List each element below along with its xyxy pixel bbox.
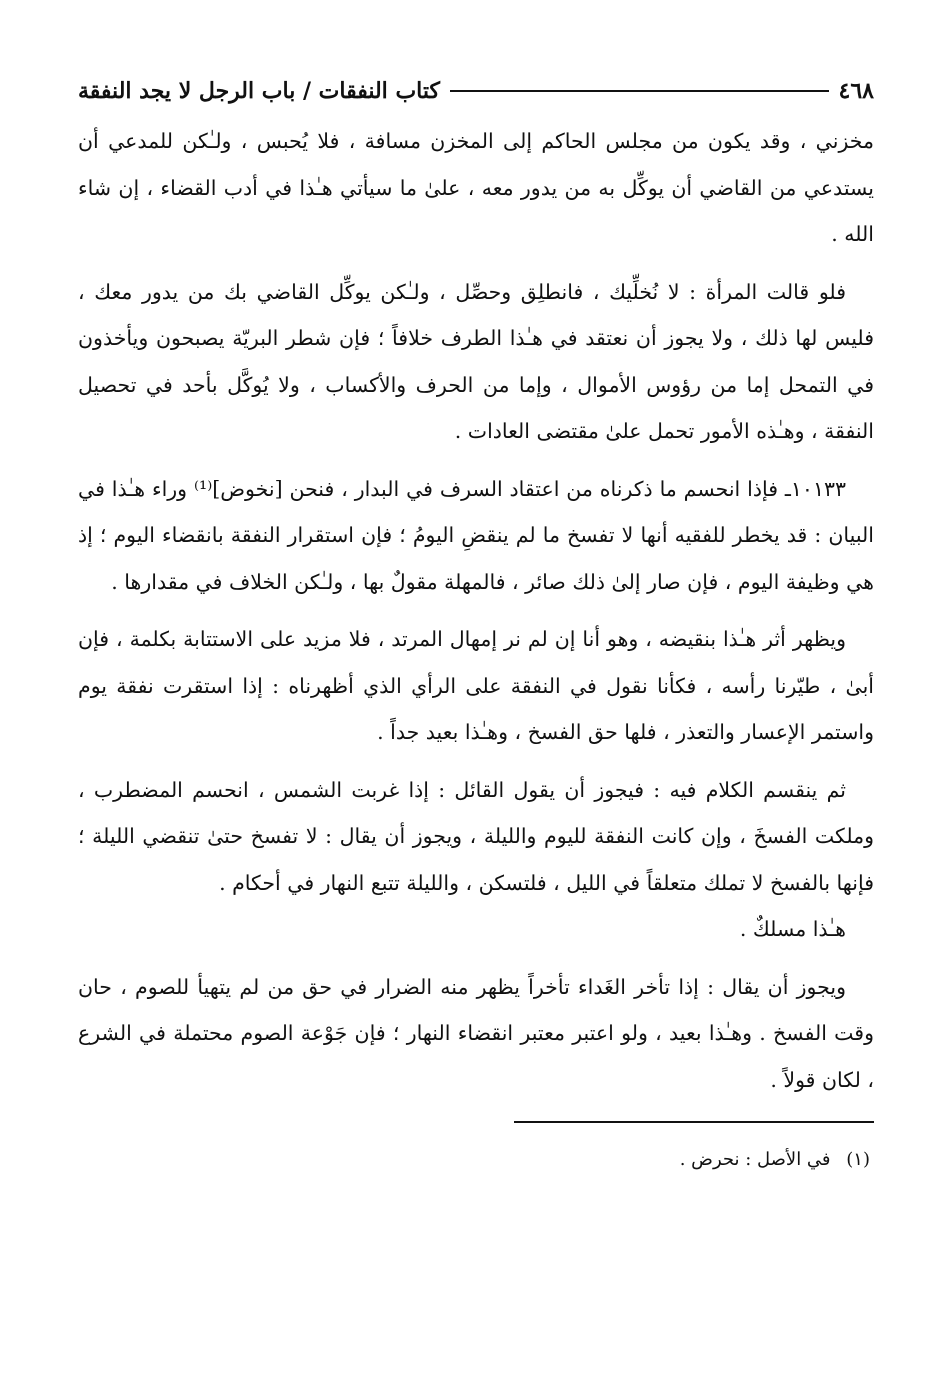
footnote-rule	[514, 1121, 874, 1123]
footnote-text: في الأصل : نحرض .	[679, 1149, 831, 1170]
footnote	[78, 1145, 874, 1175]
document-page	[78, 70, 874, 1175]
paragraph-4: ويظهر أثر هـٰذا بنقيضه ، وهو أنا إن لم نر إمهال المرتد ، فلا مزيد على الاستتابة بكلمة ، فإن أبىٰ ، طيّرنا رأسه ، فكأنا نقول في النفقة على الرأي الذي أظهرناه : إذا استقرت نفقة يوم واستمر الإعسار والتعذر ، فلها حق الفسخ ، وهـٰذا بعيد جداً .	[78, 627, 874, 744]
paragraph-7: ويجوز أن يقال : إذا تأخر الغَداء تأخراً يظهر منه الضرار في حق من لم يتهيأ للصوم ، حان وقت الفسخ . وهـٰذا بعيد ، ولو اعتبر معتبر انقضاء النهار ؛ فإن جَوْعة الصوم محتملة في الشرع ، لكان قولاً .	[78, 974, 874, 1092]
running-header	[78, 70, 874, 112]
footnote-marker: (١)	[846, 1149, 870, 1170]
paragraph-2: فلو قالت المرأة : لا نُخلِّيك ، فانطلِق وحصِّل ، ولـٰكن يوكِّل القاضي بك من يدور معك ، فليس لها ذلك ، ولا يجوز أن نعتقد في هـٰذا الطرف خلافاً ؛ فإن شطر البريّة يصبحون ويأخذون في التمحل إما من رؤوس الأموال ، وإما من الحرف والأكساب ، ولا يُوكَّل بأحد في تحصيل النفقة ، وهـٰذه الأمور تحمل علىٰ مقتضى العادات .	[78, 279, 874, 443]
page-number: ٤٦٨	[838, 78, 874, 104]
paragraph-3: ١٠١٣٣ـ فإذا انحسم ما ذكرناه من اعتقاد السرف في البدار ، فنحن [نخوض]⁽¹⁾ وراء هـٰذا في البيان : قد يخطر للفقيه أنها لا تفسخ ما لم ينقضِ اليومُ ؛ فإن استقرار النفقة بانقضاء اليوم ؛ إذ هي وظيفة اليوم ، فإن صار إلىٰ ذلك صائر ، فالمهلة مقولٌ بها ، ولـٰكن الخلاف في مقدارها .	[78, 476, 874, 594]
paragraph-6: هـٰذا مسلكٌ .	[739, 917, 846, 941]
running-title: كتاب النفقات / باب الرجل لا يجد النفقة	[78, 78, 440, 104]
paragraph-5: ثم ينقسم الكلام فيه : فيجوز أن يقول القائل : إذا غربت الشمس ، انحسم المضطرب ، وملكت الفسخَ ، وإن كانت النفقة لليوم والليلة ، ويجوز أن يقال : لا تفسخ حتىٰ تنقضي الليلة ؛ فإنها بالفسخ لا تملك متعلقاً في الليل ، فلتسكن ، والليلة تتبع النهار في أحكام .	[78, 777, 874, 895]
body-text	[78, 118, 874, 1103]
paragraph-1: مخزني ، وقد يكون من مجلس الحاكم إلى المخزن مسافة ، فلا يُحبس ، ولـٰكن للمدعي أن يستدعي من القاضي أن يوكِّل به من يدور معه ، علىٰ ما سيأتي هـٰذا في أدب القضاء ، إن شاء الله .	[78, 129, 874, 246]
header-rule	[450, 90, 829, 92]
